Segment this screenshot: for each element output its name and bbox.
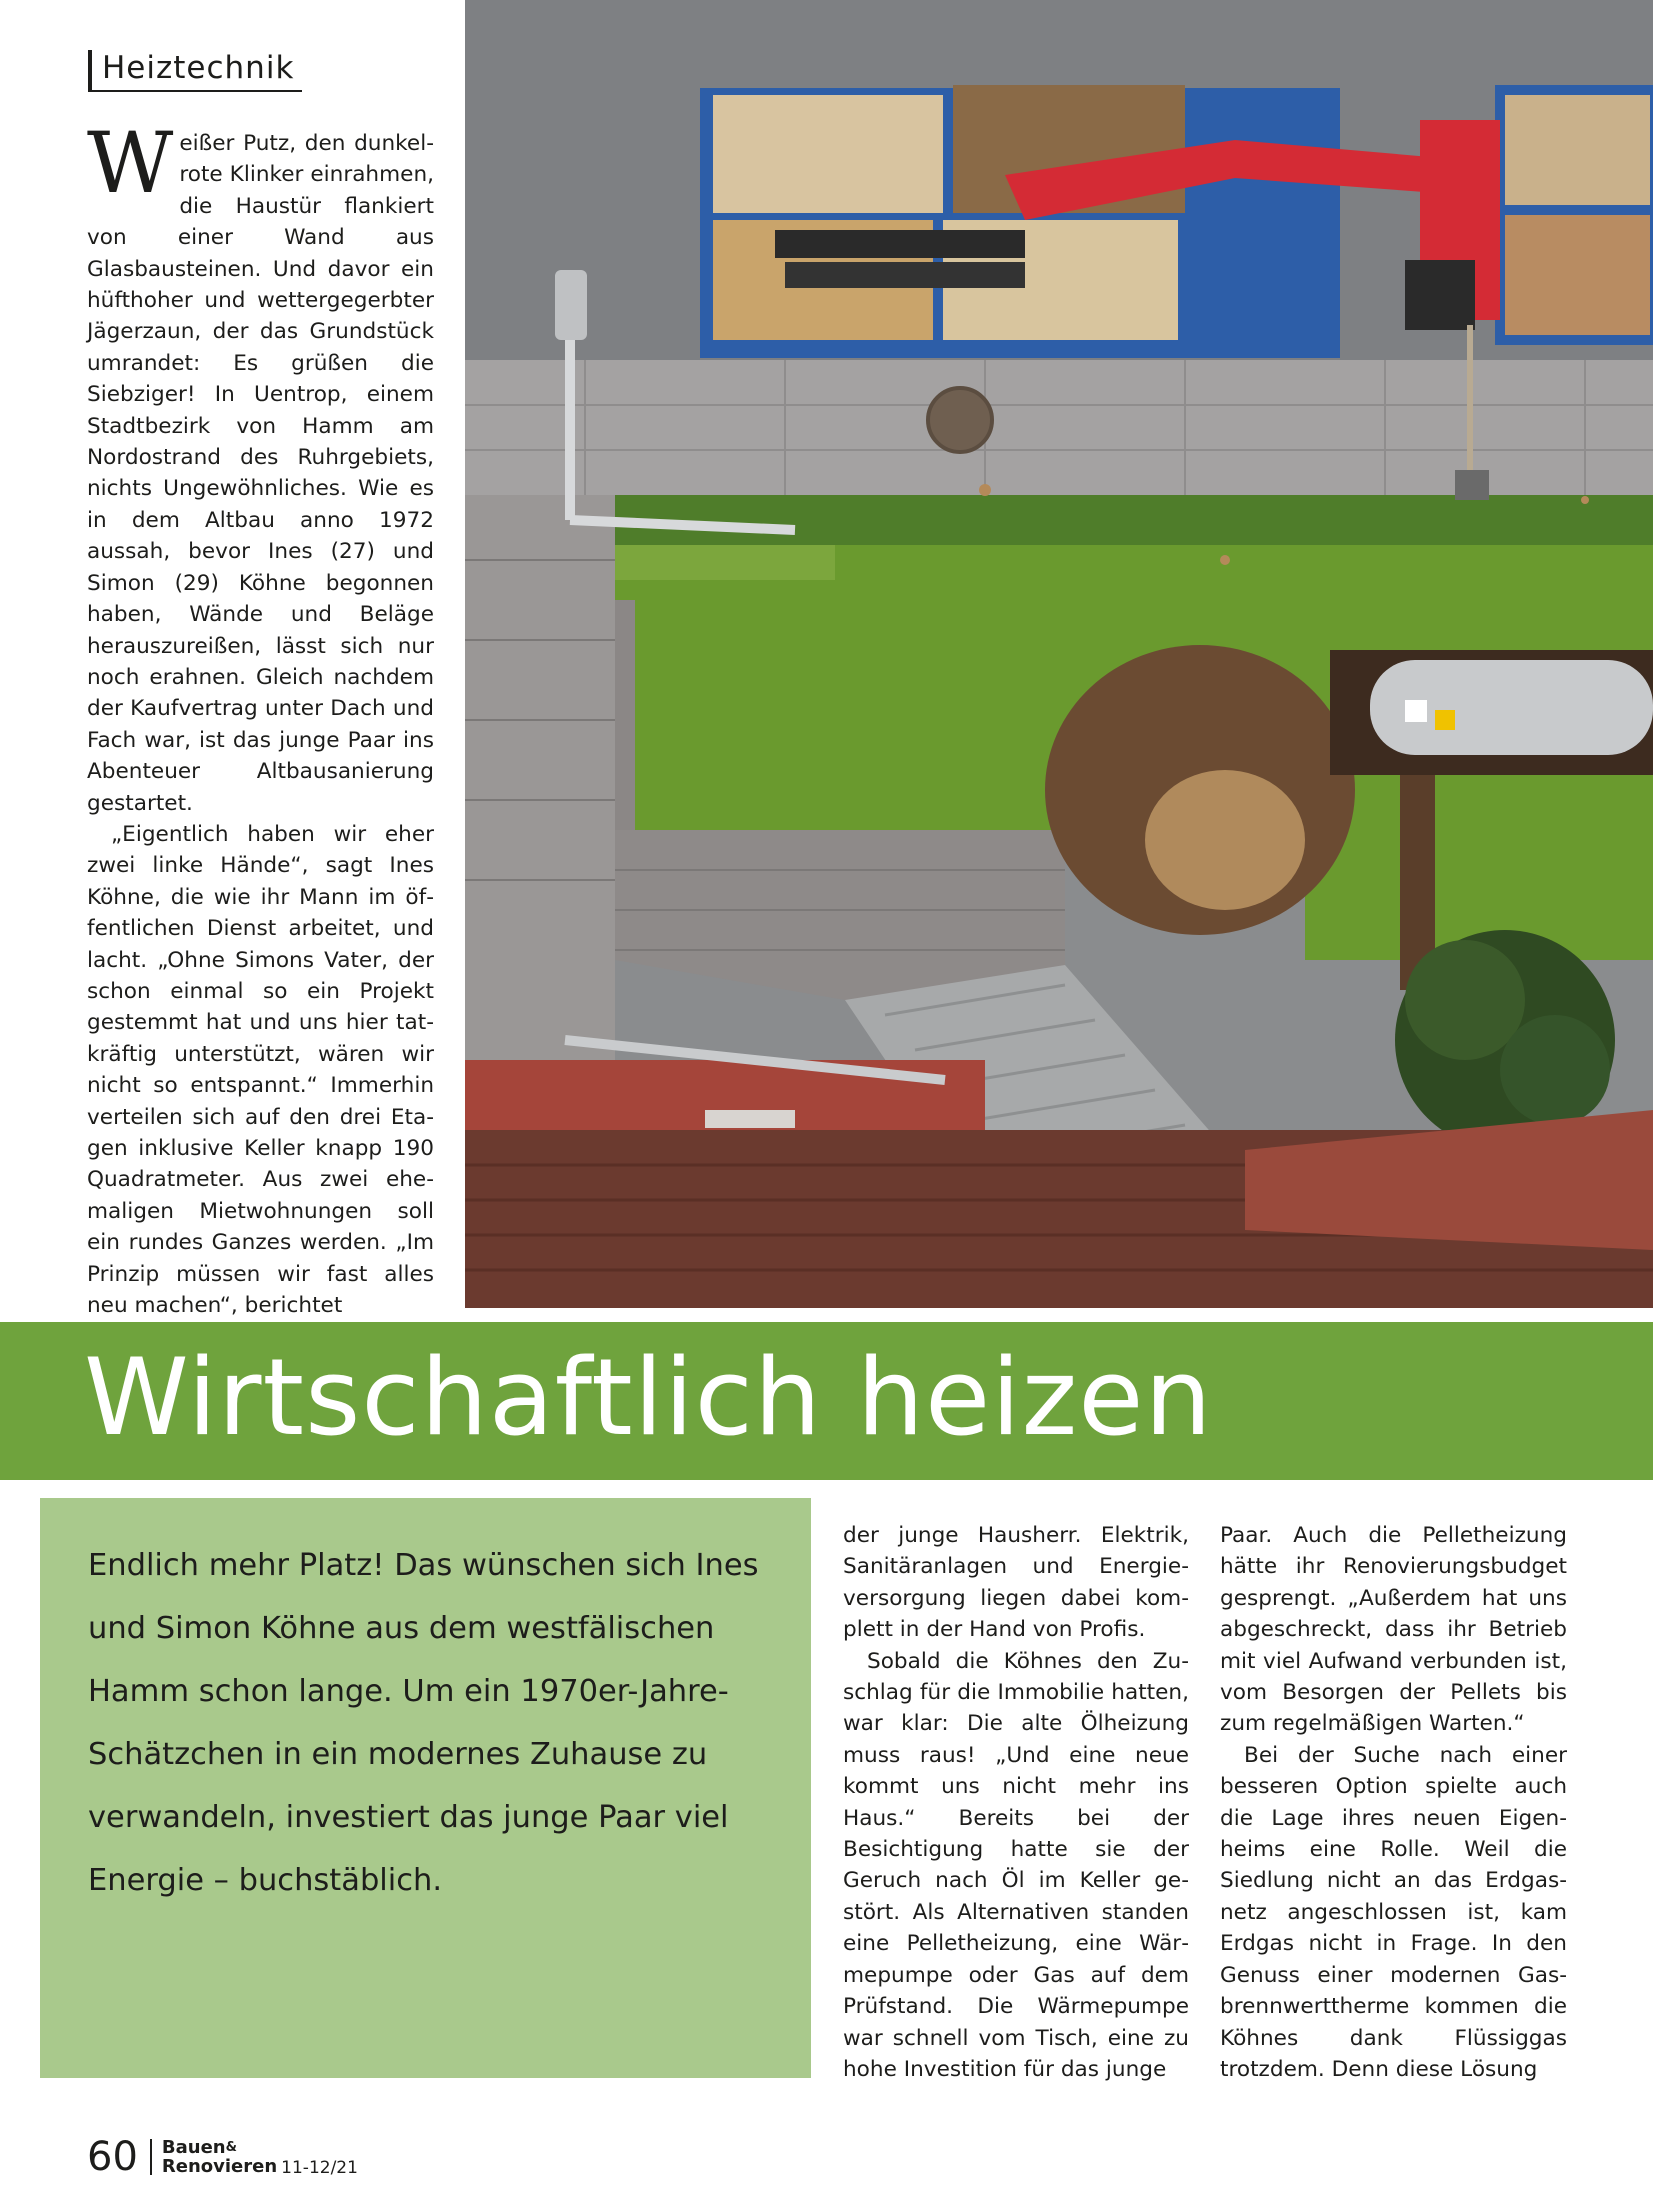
headline-bar: [0, 1322, 1653, 1480]
middle-paragraph-2: Sobald die Köhnes den Zuschlag für die Immobilie hatten, war klar: Die alte Ölheizung muss raus! „Und eine neue kommt uns nicht mehr ins Haus.“ Bereits bei der Besichtigung hatte sie der Geruch nach Öl im Keller gestört. Als Alternativen standen eine Pelletheizung, eine Wärmepumpe oder Gas auf dem Prüfstand. Die Wärmepumpe war schnell vom Tisch, eine zu hohe Investition für das junge: [843, 1648, 1189, 2082]
section-rubric: Heiztechnik: [88, 50, 302, 92]
middle-paragraph-1: der junge Hausherr. Elektrik, Sanitäranlagen und Energieversorgung liegen dabei komplett in der Hand von Profis.: [843, 1523, 1189, 1643]
aerial-construction-photo: [465, 0, 1653, 1308]
intro-text: Endlich mehr Platz! Das wünschen sich Ines und Simon Köhne aus dem westfälischen Hamm schon lange. Um ein 1970er-Jahre-Schätzchen in ein modernes Zuhause zu verwandeln, investiert das junge Paar viel Energie – buchstäblich.: [88, 1548, 759, 1898]
brand-line-1: Bauen: [161, 2137, 226, 2158]
first-paragraph-text: eißer Putz, den dunkelrote Klinker einrahmen, die Haustür flankiert von einer Wand aus Glasbausteinen. Und davor ein hüfthoher und wettergegerbter Jägerzaun, der das Grundstück umrandet: Es grüßen die Siebziger! In Uentrop, einem Stadtbezirk von Hamm am Nordostrand des Ruhrgebiets, nichts Ungewöhnliches. Wie es in dem Altbau anno 1972 aussah, bevor Ines (27) und Simon (29) Köhne begonnen haben, Wände und Beläge herauszureißen, lässt sich nur noch erahnen. Gleich nachdem der Kaufvertrag unter Dach und Fach war, ist das junge Paar ins Abenteuer Altbausanierung gestartet.: [87, 131, 434, 816]
magazine-brand: [162, 2138, 277, 2176]
intro-box: [40, 1498, 811, 2078]
brand-line-2: Renovieren: [161, 2156, 278, 2177]
aerial-photo-illustration: [465, 0, 1653, 1308]
brand-ampersand: &: [225, 2140, 237, 2155]
right-paragraph-1: Paar. Auch die Pelletheizung hätte ihr Renovierungsbudget gesprengt. „Außerdem hat uns abgeschreckt, dass ihr Betrieb mit viel Aufwand verbunden ist, vom Besorgen der Pellets bis zum regelmäßigen Warten.“: [1220, 1523, 1567, 1737]
first-paragraph: [87, 114, 434, 819]
middle-text-column: [843, 1520, 1189, 2080]
drop-cap: W: [87, 114, 174, 212]
page-footer: [87, 2132, 358, 2182]
right-paragraph-2: Bei der Suche nach einer besseren Option spielte auch die Lage ihres neuen Eigenheims eine Rolle. Weil die Siedlung nicht an das Erdgasnetz angeschlossen ist, kam Erdgas nicht in Frage. In den Genuss einer modernen Gasbrennwerttherme kommen die Köhnes dank Flüssiggas trotzdem. Denn diese Lösung: [1220, 1742, 1567, 2082]
left-text-column: [87, 114, 434, 1319]
second-paragraph: „Eigentlich haben wir eher zwei linke Hände“, sagt Ines Köhne, die wie ihr Mann im öffentlichen Dienst arbeitet, und lacht. „Ohne Simons Vater, der schon einmal so ein Projekt gestemmt hat und uns hier tatkräftig unterstützt, wären wir nicht so entspannt.“ Immerhin verteilen sich auf den drei Etagen inklusive Keller knapp 190 Quadratmeter. Aus zwei ehemaligen Mietwohnungen soll ein rundes Ganzes werden. „Im Prinzip müssen wir fast alles neu machen“, berichtet: [87, 821, 434, 1319]
article-headline: Wirtschaftlich heizen: [84, 1336, 1213, 1459]
footer-separator: [150, 2139, 152, 2175]
issue-number: 11-12/21: [281, 2158, 358, 2178]
right-text-column: [1220, 1520, 1567, 2080]
page-number: 60: [87, 2134, 138, 2180]
